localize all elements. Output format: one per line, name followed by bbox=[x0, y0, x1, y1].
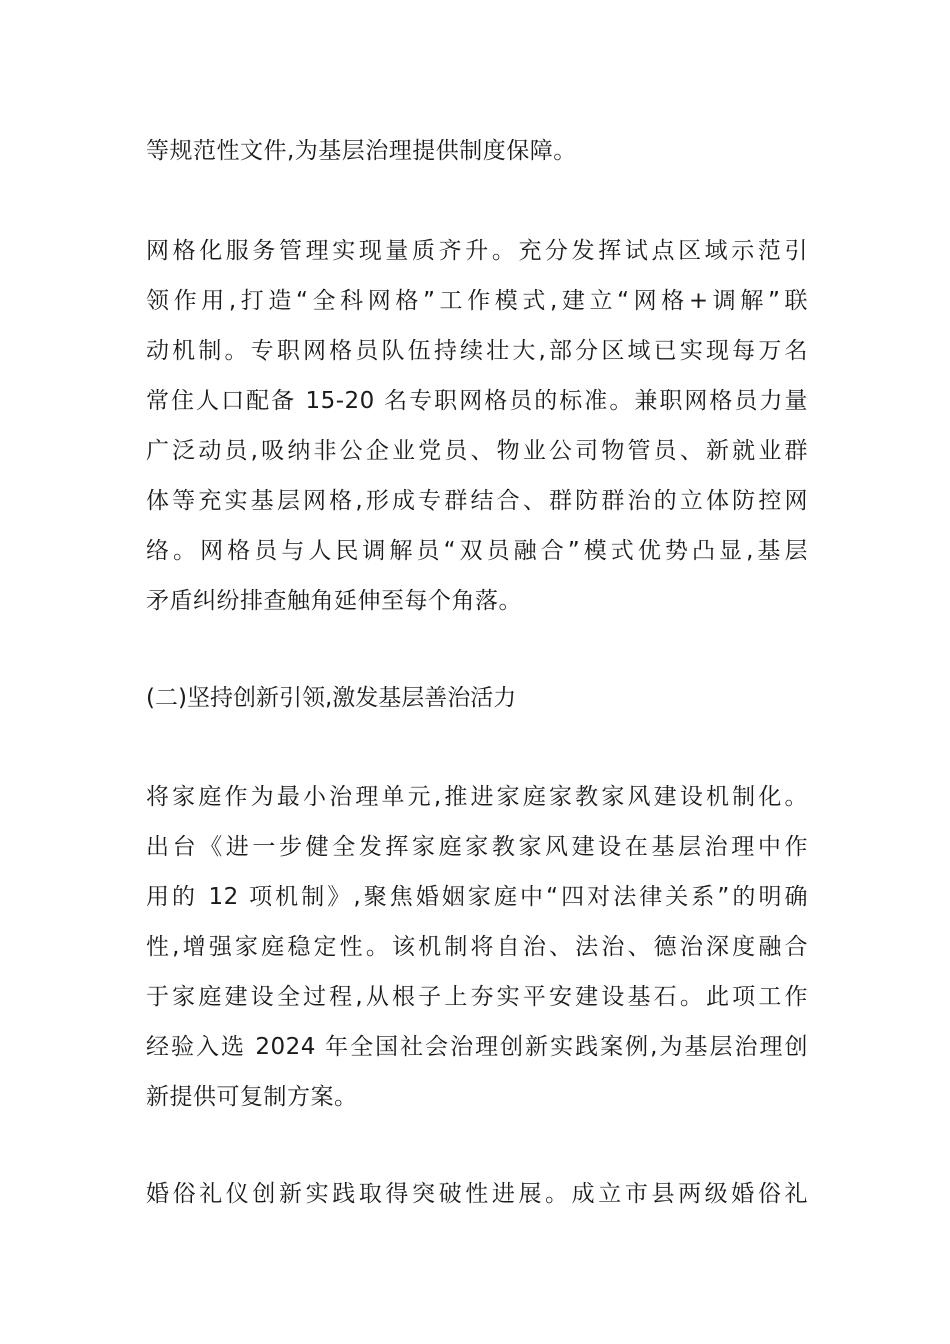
text-line: 动机制。专职网格员队伍持续壮大,部分区域已实现每万名 bbox=[146, 338, 808, 364]
paragraph-institutional-guarantee bbox=[146, 126, 808, 176]
text-line: 婚俗礼仪创新实践取得突破性进展。成立市县两级婚俗礼 bbox=[146, 1181, 808, 1207]
paragraph-grid-management bbox=[146, 226, 808, 626]
text-line: 经验入选 2024 年全国社会治理创新实践案例,为基层治理创 bbox=[146, 1034, 808, 1060]
text-line: 广泛动员,吸纳非公企业党员、物业公司物管员、新就业群 bbox=[146, 438, 808, 464]
text-line: 矛盾纠纷排查触角延伸至每个角落。 bbox=[146, 588, 522, 614]
section-heading bbox=[146, 673, 808, 723]
text-line: 领作用,打造“全科网格”工作模式,建立“网格+调解”联 bbox=[146, 288, 808, 314]
text-line: 于家庭建设全过程,从根子上夯实平安建设基石。此项工作 bbox=[146, 984, 808, 1010]
heading-text: (二)坚持创新引领,激发基层善治活力 bbox=[146, 685, 517, 711]
text-line: 出台《进一步健全发挥家庭家教家风建设在基层治理中作 bbox=[146, 834, 808, 860]
text-line: 网格化服务管理实现量质齐升。充分发挥试点区域示范引 bbox=[146, 238, 808, 264]
text-line: 性,增强家庭稳定性。该机制将自治、法治、德治深度融合 bbox=[146, 934, 808, 960]
text-line: 新提供可复制方案。 bbox=[146, 1084, 358, 1110]
paragraph-wedding-customs bbox=[146, 1169, 808, 1219]
text-line: 将家庭作为最小治理单元,推进家庭家教家风建设机制化。 bbox=[146, 784, 808, 810]
text-line: 体等充实基层网格,形成专群结合、群防群治的立体防控网 bbox=[146, 488, 808, 514]
text-line: 等规范性文件,为基层治理提供制度保障。 bbox=[146, 138, 577, 164]
text-line: 用的 12 项机制》,聚焦婚姻家庭中“四对法律关系”的明确 bbox=[146, 884, 808, 910]
text-line: 常住人口配备 15-20 名专职网格员的标准。兼职网格员力量 bbox=[146, 388, 808, 414]
text-line: 络。网格员与人民调解员“双员融合”模式优势凸显,基层 bbox=[146, 538, 808, 564]
paragraph-family-governance bbox=[146, 772, 808, 1122]
